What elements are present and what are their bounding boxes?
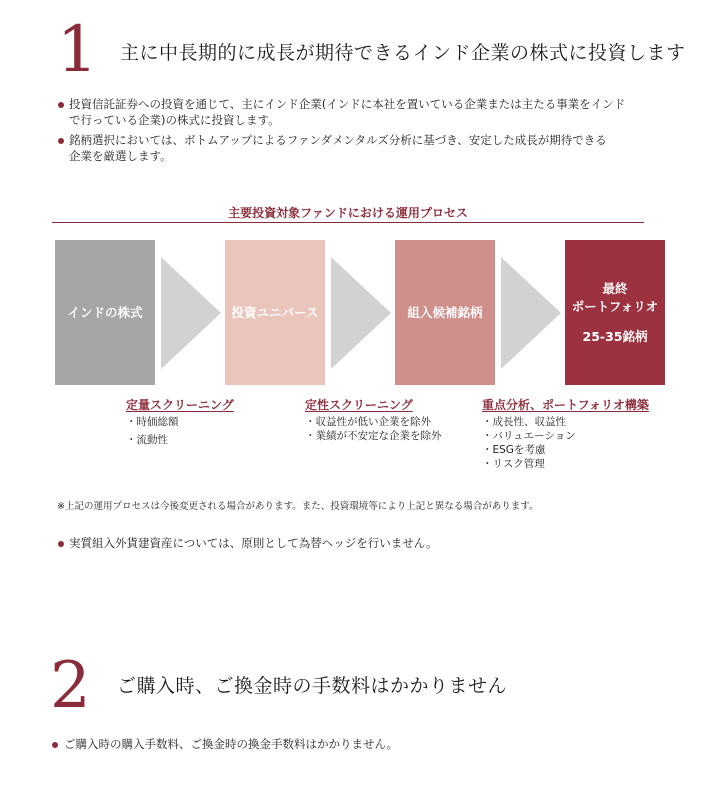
arrow-right-icon xyxy=(501,257,561,369)
process-box-indian-stocks xyxy=(55,240,155,385)
step-item: ・ESGを考慮 xyxy=(482,444,546,456)
process-box-universe xyxy=(225,240,325,385)
bullet-dot-icon xyxy=(52,742,58,748)
step-item: ・バリュエーション xyxy=(482,430,576,442)
section-heading-1: 主に中長期的に成長が期待できるインド企業の株式に投資します xyxy=(120,42,686,64)
process-title-rule xyxy=(52,222,644,223)
section-heading-2: ご購入時、ご換金時の手数料はかかりません xyxy=(117,675,508,697)
step-title: 定量スクリーニング xyxy=(126,398,234,412)
process-box-label: インドの株式 xyxy=(67,304,143,320)
section-number-1: 1 xyxy=(57,13,98,87)
step-quantitative xyxy=(126,396,234,447)
arrow-right-icon xyxy=(161,257,221,369)
step-item: ・流動性 xyxy=(126,434,168,446)
step-portfolio-construction xyxy=(482,396,649,471)
step-item: ・業績が不安定な企業を除外 xyxy=(305,430,442,442)
step-item: ・成長性、収益性 xyxy=(482,416,566,428)
bullet-dot-icon xyxy=(58,102,64,108)
fee-bullet: ご購入時の購入手数料、ご換金時の換金手数料はかかりません。 xyxy=(64,737,399,751)
bullet-dot-icon xyxy=(58,138,64,144)
process-box-candidates xyxy=(395,240,495,385)
hedge-bullet: 実質組入外貨建資産については、原則として為替ヘッジを行いません。 xyxy=(69,536,438,550)
bullet-2-line-1: 銘柄選択においては、ボトムアップによるファンダメンタルズ分析に基づき、安定した成長が期待できる xyxy=(69,133,607,147)
arrow-right-icon xyxy=(331,257,391,369)
section-number-2: 2 xyxy=(50,649,91,723)
process-box-sub: 25-35銘柄 xyxy=(582,328,648,344)
bullet-1-line-1: 投資信託証券への投資を通じて、主にインド企業(インドに本社を置いている企業または主たる事業をインド xyxy=(69,97,626,111)
step-item: ・収益性が低い企業を除外 xyxy=(305,416,431,428)
step-title: 重点分析、ポートフォリオ構築 xyxy=(482,398,649,412)
process-title: 主要投資対象ファンドにおける運用プロセス xyxy=(228,206,468,220)
process-box-label: 組入候補銘柄 xyxy=(407,304,483,320)
step-qualitative xyxy=(305,396,442,443)
process-box-final-portfolio xyxy=(565,240,665,385)
process-box-label-line-2: ポートフォリオ xyxy=(571,298,659,314)
process-box-label: 投資ユニバース xyxy=(231,304,319,320)
process-box-label-line-1: 最終 xyxy=(602,280,628,296)
step-item: ・時価総額 xyxy=(126,416,179,428)
process-note: ※上記の運用プロセスは今後変更される場合があります。また、投資環境等により上記と異なる場合があります。 xyxy=(57,501,539,512)
bullet-2-line-2: 企業を厳選します。 xyxy=(69,149,172,163)
bullet-1-line-2: で行っている企業)の株式に投資します。 xyxy=(69,113,280,127)
step-title: 定性スクリーニング xyxy=(305,398,413,412)
bullet-dot-icon xyxy=(58,541,64,547)
step-item: ・リスク管理 xyxy=(482,458,545,470)
